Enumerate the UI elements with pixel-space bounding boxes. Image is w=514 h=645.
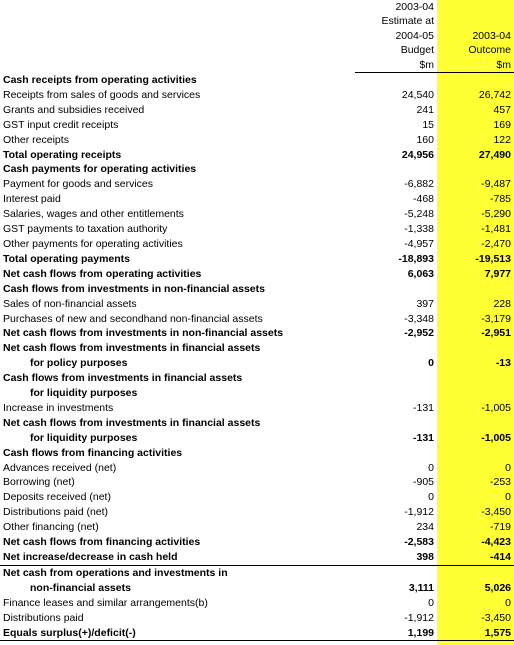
row-estimate-value: [355, 282, 437, 297]
table-row: [0, 565, 514, 580]
row-estimate-value: -2,952: [404, 327, 434, 340]
table-row: [0, 297, 514, 312]
row-outcome-value: -3,450: [481, 506, 511, 519]
row-estimate-value: 6,063: [407, 267, 434, 280]
row-outcome-value: -19,513: [475, 252, 511, 265]
row-outcome-value: -3,179: [481, 312, 511, 325]
row-estimate-value: 0: [428, 461, 434, 474]
table-row: [0, 356, 514, 371]
row-outcome-value: 228: [493, 297, 511, 310]
row-outcome-value: -13: [495, 357, 511, 370]
table-row: [0, 401, 514, 416]
row-outcome-value: 26,742: [478, 88, 511, 101]
row-estimate-value: 1,199: [355, 626, 437, 641]
row-outcome-value: 7,977: [484, 267, 511, 280]
row-outcome-value: -414: [489, 551, 511, 564]
row-estimate-value: 397: [416, 297, 434, 310]
row-estimate-value: [355, 341, 437, 356]
row-label: Cash flows from financing activities: [3, 446, 183, 459]
row-outcome-value: -785: [489, 193, 511, 206]
row-label: Cash receipts from operating activities: [3, 74, 197, 87]
row-label: Finance leases and similar arrangements(b): [3, 596, 208, 609]
row-outcome-value: 5,026: [484, 581, 511, 594]
row-estimate-value: -2,583: [404, 536, 434, 549]
row-estimate-value: 234: [416, 521, 434, 534]
header-row: [0, 58, 514, 73]
row-label: Interest paid: [3, 193, 61, 206]
row-outcome-value: 0: [505, 491, 511, 504]
header-row: [0, 43, 514, 57]
row-estimate-value: [355, 371, 437, 386]
row-outcome-value: -3,450: [481, 611, 511, 624]
row-outcome-value: 1,575: [437, 626, 514, 641]
row-estimate-value: 241: [416, 103, 434, 116]
table-row: [0, 446, 514, 461]
row-estimate-value: [355, 446, 437, 461]
row-label: Cash flows from investments in financial assets: [3, 372, 243, 385]
header-row: [0, 29, 514, 43]
row-estimate-value: 0: [428, 596, 434, 609]
table-row: [0, 475, 514, 490]
row-estimate-value: 0: [428, 357, 434, 370]
row-outcome-value: [437, 341, 514, 356]
row-estimate-value: 24,540: [401, 88, 434, 101]
table-row: [0, 162, 514, 177]
table-row: [0, 103, 514, 118]
row-outcome-value: -5,290: [481, 208, 511, 221]
row-label: Cash flows from investments in non-financial assets: [3, 282, 265, 295]
table-row: [0, 267, 514, 282]
row-estimate-value: -18,893: [398, 252, 434, 265]
row-estimate-value: -1,338: [404, 223, 434, 236]
row-label: Advances received (net): [3, 461, 117, 474]
row-label: Cash payments for operating activities: [3, 163, 197, 176]
table-row: [0, 237, 514, 252]
table-row: [0, 505, 514, 520]
table-row: [0, 535, 514, 550]
row-label: GST payments to taxation authority: [3, 223, 168, 236]
table-row: [0, 73, 514, 88]
row-outcome-value: [437, 416, 514, 431]
row-label: Borrowing (net): [3, 476, 75, 489]
table-row: [0, 312, 514, 327]
table-row: [0, 581, 514, 596]
row-estimate-value: [355, 162, 437, 177]
row-outcome-value: 0: [505, 596, 511, 609]
row-label: Other payments for operating activities: [3, 237, 183, 250]
row-outcome-value: -719: [489, 521, 511, 534]
table-row: [0, 222, 514, 237]
row-label: Net cash flows from financing activities: [3, 536, 201, 549]
table-row: [0, 431, 514, 446]
row-outcome-value: -9,487: [481, 178, 511, 191]
row-label: Net cash from operations and investments in: [0, 565, 355, 580]
row-label: Net increase/decrease in cash held: [3, 551, 178, 564]
row-outcome-value: [437, 386, 514, 401]
row-estimate-value: -131: [412, 431, 434, 444]
row-outcome-value: [437, 446, 514, 461]
estimate-header-line-3: 2004-05: [395, 29, 434, 42]
estimate-header-line-1: 2003-04: [395, 1, 434, 13]
row-outcome-value: 169: [493, 118, 511, 131]
row-label: Salaries, wages and other entitlements: [3, 208, 184, 221]
row-label: Distributions paid (net): [3, 506, 109, 519]
row-estimate-value: -3,348: [404, 312, 434, 325]
row-label: Net cash flows from operating activities: [3, 267, 202, 280]
table-row: [0, 118, 514, 133]
row-outcome-value: -253: [489, 476, 511, 489]
row-estimate-value: [355, 565, 437, 580]
row-outcome-value: -1,005: [481, 401, 511, 414]
row-outcome-value: 27,490: [478, 148, 511, 161]
row-estimate-value: -1,912: [404, 611, 434, 624]
table-row: [0, 550, 514, 565]
table-row: [0, 148, 514, 163]
row-estimate-value: -131: [412, 401, 434, 414]
row-estimate-value: [355, 386, 437, 401]
table-row: [0, 386, 514, 401]
estimate-header-line-2: Estimate at: [381, 15, 434, 28]
row-label: Grants and subsidies received: [3, 103, 145, 116]
row-outcome-value: -4,423: [481, 536, 511, 549]
row-label: Receipts from sales of goods and services: [3, 88, 201, 101]
table-row: [0, 326, 514, 341]
table-row: [0, 177, 514, 192]
table-row: [0, 461, 514, 476]
table-row: [0, 490, 514, 505]
row-outcome-value: [437, 73, 514, 88]
outcome-header-line-2: Outcome: [468, 44, 511, 57]
table-row: [0, 371, 514, 386]
row-label: Other financing (net): [3, 521, 99, 534]
row-label: Deposits received (net): [3, 491, 111, 504]
row-label: Equals surplus(+)/deficit(-): [0, 626, 355, 641]
table-row: [0, 282, 514, 297]
row-label: Purchases of new and secondhand non-financial assets: [3, 312, 263, 325]
row-outcome-value: 457: [493, 103, 511, 116]
row-label: Payment for goods and services: [3, 178, 153, 191]
row-outcome-value: [437, 282, 514, 297]
table-row: [0, 341, 514, 356]
row-estimate-value: 24,956: [401, 148, 434, 161]
row-label: for liquidity purposes: [30, 387, 138, 400]
table-row: [0, 133, 514, 148]
row-estimate-value: 160: [416, 133, 434, 146]
header-row: [0, 0, 514, 14]
table-row: [0, 88, 514, 103]
row-estimate-value: 0: [428, 491, 434, 504]
row-label: Total operating payments: [3, 252, 130, 265]
outcome-header-unit: $m: [437, 58, 514, 73]
outcome-header-line-1: 2003-04: [472, 29, 511, 42]
row-outcome-value: 122: [493, 133, 511, 146]
row-label: Net cash flows from investments in financial assets: [3, 342, 261, 355]
row-estimate-value: [355, 416, 437, 431]
table-row: [0, 416, 514, 431]
table-row: [0, 520, 514, 535]
row-estimate-value: [355, 73, 437, 88]
row-label: Total operating receipts: [3, 148, 122, 161]
row-label: Net cash flows from investments in non-financial assets: [3, 327, 284, 340]
row-label: for liquidity purposes: [30, 431, 138, 444]
row-label: for policy purposes: [30, 357, 128, 370]
row-estimate-value: -6,882: [404, 178, 434, 191]
row-label: non-financial assets: [30, 581, 131, 594]
table-row: [0, 596, 514, 611]
table-row: [0, 252, 514, 267]
row-estimate-value: -905: [412, 476, 434, 489]
table-row: [0, 626, 514, 641]
row-outcome-value: -2,951: [481, 327, 511, 340]
row-outcome-value: -1,481: [481, 223, 511, 236]
row-estimate-value: 398: [416, 551, 434, 564]
row-outcome-value: -1,005: [481, 431, 511, 444]
row-outcome-value: -2,470: [481, 237, 511, 250]
row-outcome-value: 0: [505, 461, 511, 474]
row-outcome-value: [437, 162, 514, 177]
row-estimate-value: -4,957: [404, 237, 434, 250]
row-label: Sales of non-financial assets: [3, 297, 137, 310]
row-estimate-value: 3,111: [408, 581, 434, 594]
estimate-header-line-4: Budget: [400, 44, 434, 57]
row-label: Net cash flows from investments in financial assets: [3, 416, 261, 429]
row-estimate-value: 15: [422, 118, 434, 131]
estimate-header-unit: $m: [355, 58, 437, 73]
row-label: GST input credit receipts: [3, 118, 119, 131]
row-label: Distributions paid: [3, 611, 84, 624]
row-estimate-value: -1,912: [404, 506, 434, 519]
table-row: [0, 192, 514, 207]
header-row: [0, 14, 514, 28]
row-estimate-value: -468: [412, 193, 434, 206]
row-label: Increase in investments: [3, 401, 114, 414]
row-outcome-value: [437, 565, 514, 580]
table-row: [0, 611, 514, 626]
row-estimate-value: -5,248: [404, 208, 434, 221]
table-row: [0, 207, 514, 222]
row-label: Other receipts: [3, 133, 69, 146]
row-outcome-value: [437, 371, 514, 386]
